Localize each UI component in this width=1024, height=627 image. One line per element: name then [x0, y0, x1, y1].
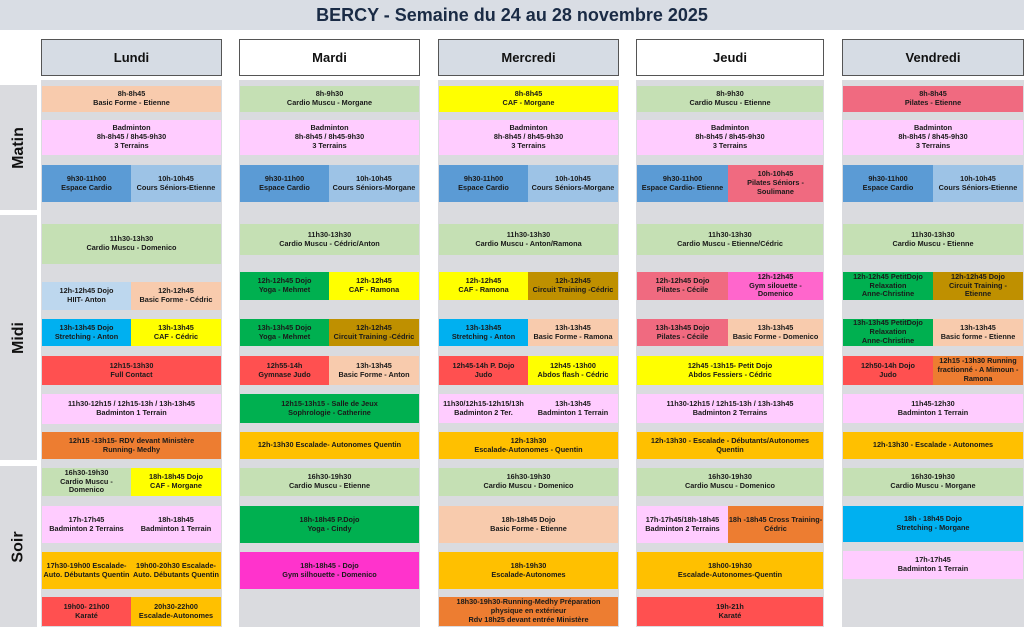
activity-cell: 13h-13h45 Dojo Stretching - Anton — [42, 319, 131, 346]
column-background-jeudi — [636, 80, 824, 627]
activity-cell: 13h-13h45 Stretching - Anton — [439, 319, 528, 346]
activity-cell: 13h-13h45 Basic Forme - Ramona — [528, 319, 618, 346]
day-header-mardi: Mardi — [239, 39, 420, 76]
activity-cell: 10h-10h45 Pilates Séniors - Soulimane — [728, 165, 823, 202]
activity-cell: 18h - 18h45 Dojo Stretching - Morgane — [843, 506, 1023, 542]
day-header-lundi: Lundi — [41, 39, 222, 76]
activity-cell: 10h-10h45 Cours Séniors-Morgane — [528, 165, 618, 202]
period-label-matin: Matin — [9, 126, 27, 169]
activity-cell: 13h-13h45 Basic Forme - Domenico — [728, 319, 823, 346]
activity-cell: 18h30-19h30-Running-Medhy Préparation physique en extérieur Rdv 18h25 devant entrée Ministère — [439, 597, 618, 626]
activity-cell: 13h-13h45 PetitDojo Relaxation Anne-Christine — [843, 319, 933, 346]
activity-cell: 17h-17h45 Badminton 1 Terrain — [843, 551, 1023, 579]
activity-cell: 16h30-19h30 Cardio Muscu - Etienne — [240, 468, 419, 496]
activity-cell: 9h30-11h00 Espace Cardio — [42, 165, 131, 202]
activity-cell: 16h30-19h30 Cardio Muscu - Domenico — [42, 468, 131, 496]
activity-cell: 20h30-22h00 Escalade-Autonomes — [131, 597, 221, 626]
activity-cell: 18h-18h45 - Dojo Gym silhouette - Domenico — [240, 552, 419, 589]
activity-cell: 10h-10h45 Cours Séniors-Etienne — [131, 165, 221, 202]
activity-cell: 8h-8h45 Basic Forme - Etienne — [42, 86, 221, 112]
activity-cell: 12h15 -13h15- RDV devant Ministère Running- Medhy — [42, 432, 221, 459]
activity-cell: 17h-17h45/18h-18h45 Badminton 2 Terrains — [637, 506, 728, 543]
activity-cell: 11h30-13h30 Cardio Muscu - Etienne — [843, 224, 1023, 255]
activity-cell: 9h30-11h00 Espace Cardio — [439, 165, 528, 202]
column-background-lundi — [41, 80, 222, 627]
activity-cell: 12h-13h30 - Escalade - Débutants/Autonomes Quentin — [637, 432, 823, 459]
activity-cell: 13h-13h45 Dojo Yoga - Mehmet — [240, 319, 329, 346]
activity-cell: 11h30-12h15 / 12h15-13h / 13h-13h45 Badminton 1 Terrain — [42, 394, 221, 424]
activity-cell: 16h30-19h30 Cardio Muscu - Morgane — [843, 468, 1023, 496]
page-title: BERCY - Semaine du 24 au 28 novembre 2025 — [316, 4, 708, 25]
activity-cell: 19h00-20h30 Escalade- Auto. Débutants Quentin — [131, 552, 221, 589]
activity-cell: 10h-10h45 Cours Séniors-Etienne — [933, 165, 1023, 202]
day-header-vendredi: Vendredi — [842, 39, 1024, 76]
activity-cell: 12h-13h30 - Escalade - Autonomes — [843, 432, 1023, 459]
activity-cell: 17h-17h45 Badminton 2 Terrains — [42, 506, 131, 543]
column-background-vendredi — [842, 80, 1024, 627]
activity-cell: 12h55-14h Gymnase Judo — [240, 356, 329, 385]
activity-cell: 11h30-13h30 Cardio Muscu - Domenico — [42, 224, 221, 264]
activity-cell: 12h-12h45 Dojo Circuit Training - Etienne — [933, 272, 1023, 300]
activity-cell: 12h45 -13h00 Abdos flash - Cédric — [528, 356, 618, 385]
period-band-matin — [0, 85, 37, 210]
activity-cell: 19h-21h Karaté — [637, 597, 823, 626]
activity-cell: Badminton 8h-8h45 / 8h45-9h30 3 Terrains — [439, 120, 618, 155]
activity-cell: 12h-12h45 Dojo HIIT- Anton — [42, 282, 131, 310]
activity-cell: 10h-10h45 Cours Séniors-Morgane — [329, 165, 419, 202]
activity-cell: 18h00-19h30 Escalade-Autonomes-Quentin — [637, 552, 823, 589]
activity-cell: 8h-9h30 Cardio Muscu - Morgane — [240, 86, 419, 112]
activity-cell: 11h45-12h30 Badminton 1 Terrain — [843, 394, 1023, 423]
activity-cell: 9h30-11h00 Espace Cardio- Etienne — [637, 165, 728, 202]
activity-cell: Badminton 8h-8h45 / 8h45-9h30 3 Terrains — [843, 120, 1023, 155]
period-band-soir — [0, 466, 37, 627]
activity-cell: 13h-13h45 Basic Forme - Anton — [329, 356, 419, 385]
day-header-jeudi: Jeudi — [636, 39, 824, 76]
activity-cell: 9h30-11h00 Espace Cardio — [240, 165, 329, 202]
activity-cell: 12h-13h30 Escalade-Autonomes - Quentin — [439, 432, 618, 459]
activity-cell: 12h-12h45 Circuit Training -Cédric — [528, 272, 618, 300]
activity-cell: 17h30-19h00 Escalade- Auto. Débutants Quentin — [42, 552, 131, 589]
activity-cell: 12h15-13h15 - Salle de Jeux Sophrologie - Catherine — [240, 394, 419, 423]
activity-cell: Badminton 8h-8h45 / 8h45-9h30 3 Terrains — [42, 120, 221, 155]
activity-cell: 12h15-13h30 Full Contact — [42, 356, 221, 385]
activity-cell: Badminton 8h-8h45 / 8h45-9h30 3 Terrains — [240, 120, 419, 155]
activity-cell: 11h30-13h30 Cardio Muscu - Cédric/Anton — [240, 224, 419, 255]
activity-cell: 13h-13h45 Dojo Pilates - Cécile — [637, 319, 728, 346]
column-background-mardi — [239, 80, 420, 627]
activity-cell: 8h-8h45 CAF - Morgane — [439, 86, 618, 112]
activity-cell: 12h-12h45 Gym silouette - Domenico — [728, 272, 823, 300]
activity-cell: 12h-12h45 CAF - Ramona — [329, 272, 419, 300]
activity-cell: 12h45 -13h15- Petit Dojo Abdos Fessiers - Cédric — [637, 356, 823, 385]
activity-cell: 18h-18h45 Dojo CAF - Morgane — [131, 468, 221, 496]
activity-cell: 12h45-14h P. Dojo Judo — [439, 356, 528, 385]
activity-cell: 8h-8h45 Pilates - Etienne — [843, 86, 1023, 112]
activity-cell: 12h-12h45 Dojo Yoga - Mehmet — [240, 272, 329, 300]
activity-cell: 18h-18h45 P.Dojo Yoga - Cindy — [240, 506, 419, 543]
activity-cell: 8h-9h30 Cardio Muscu - Etienne — [637, 86, 823, 112]
activity-cell: 12h-12h45 Circuit Training -Cédric — [329, 319, 419, 346]
activity-cell: 16h30-19h30 Cardio Muscu - Domenico — [439, 468, 618, 496]
activity-cell: 13h-13h45 Basic forme - Etienne — [933, 319, 1023, 346]
title-bar — [0, 0, 1024, 30]
activity-cell: 12h50-14h Dojo Judo — [843, 356, 933, 385]
activity-cell: 11h30-13h30 Cardio Muscu - Etienne/Cédric — [637, 224, 823, 255]
activity-cell: 11h30-12h15 / 12h15-13h / 13h-13h45 Badminton 2 Terrains — [637, 394, 823, 423]
activity-cell: 12h-12h45 CAF - Ramona — [439, 272, 528, 300]
activity-cell: 18h-18h45 Badminton 1 Terrain — [131, 506, 221, 543]
activity-cell: 11h30-13h30 Cardio Muscu - Anton/Ramona — [439, 224, 618, 255]
activity-cell: 12h-12h45 Basic Forme - Cédric — [131, 282, 221, 310]
activity-cell: 13h-13h45 CAF - Cédric — [131, 319, 221, 346]
period-label-midi: Midi — [9, 321, 27, 354]
day-header-mercredi: Mercredi — [438, 39, 619, 76]
period-band-midi — [0, 215, 37, 460]
activity-cell: 18h-18h45 Dojo Basic Forme - Etienne — [439, 506, 618, 543]
activity-cell: 9h30-11h00 Espace Cardio — [843, 165, 933, 202]
activity-cell: 12h-12h45 PetitDojo Relaxation Anne-Christine — [843, 272, 933, 300]
activity-cell: 13h-13h45 Badminton 1 Terrain — [528, 394, 618, 423]
period-label-soir: Soir — [9, 530, 27, 563]
activity-cell: 12h-13h30 Escalade- Autonomes Quentin — [240, 432, 419, 459]
activity-cell: Badminton 8h-8h45 / 8h45-9h30 3 Terrains — [637, 120, 823, 155]
activity-cell: 19h00- 21h00 Karaté — [42, 597, 131, 626]
activity-cell: 18h -18h45 Cross Training- Cédric — [728, 506, 823, 543]
activity-cell: 11h30/12h15-12h15/13h Badminton 2 Ter. — [439, 394, 528, 423]
activity-cell: 12h-12h45 Dojo Pilates - Cécile — [637, 272, 728, 300]
activity-cell: 16h30-19h30 Cardio Muscu - Domenico — [637, 468, 823, 496]
activity-cell: 18h-19h30 Escalade-Autonomes — [439, 552, 618, 589]
column-background-mercredi — [438, 80, 619, 627]
activity-cell: 12h15 -13h30 Running fractionné - A Mimoun - Ramona — [933, 356, 1023, 385]
